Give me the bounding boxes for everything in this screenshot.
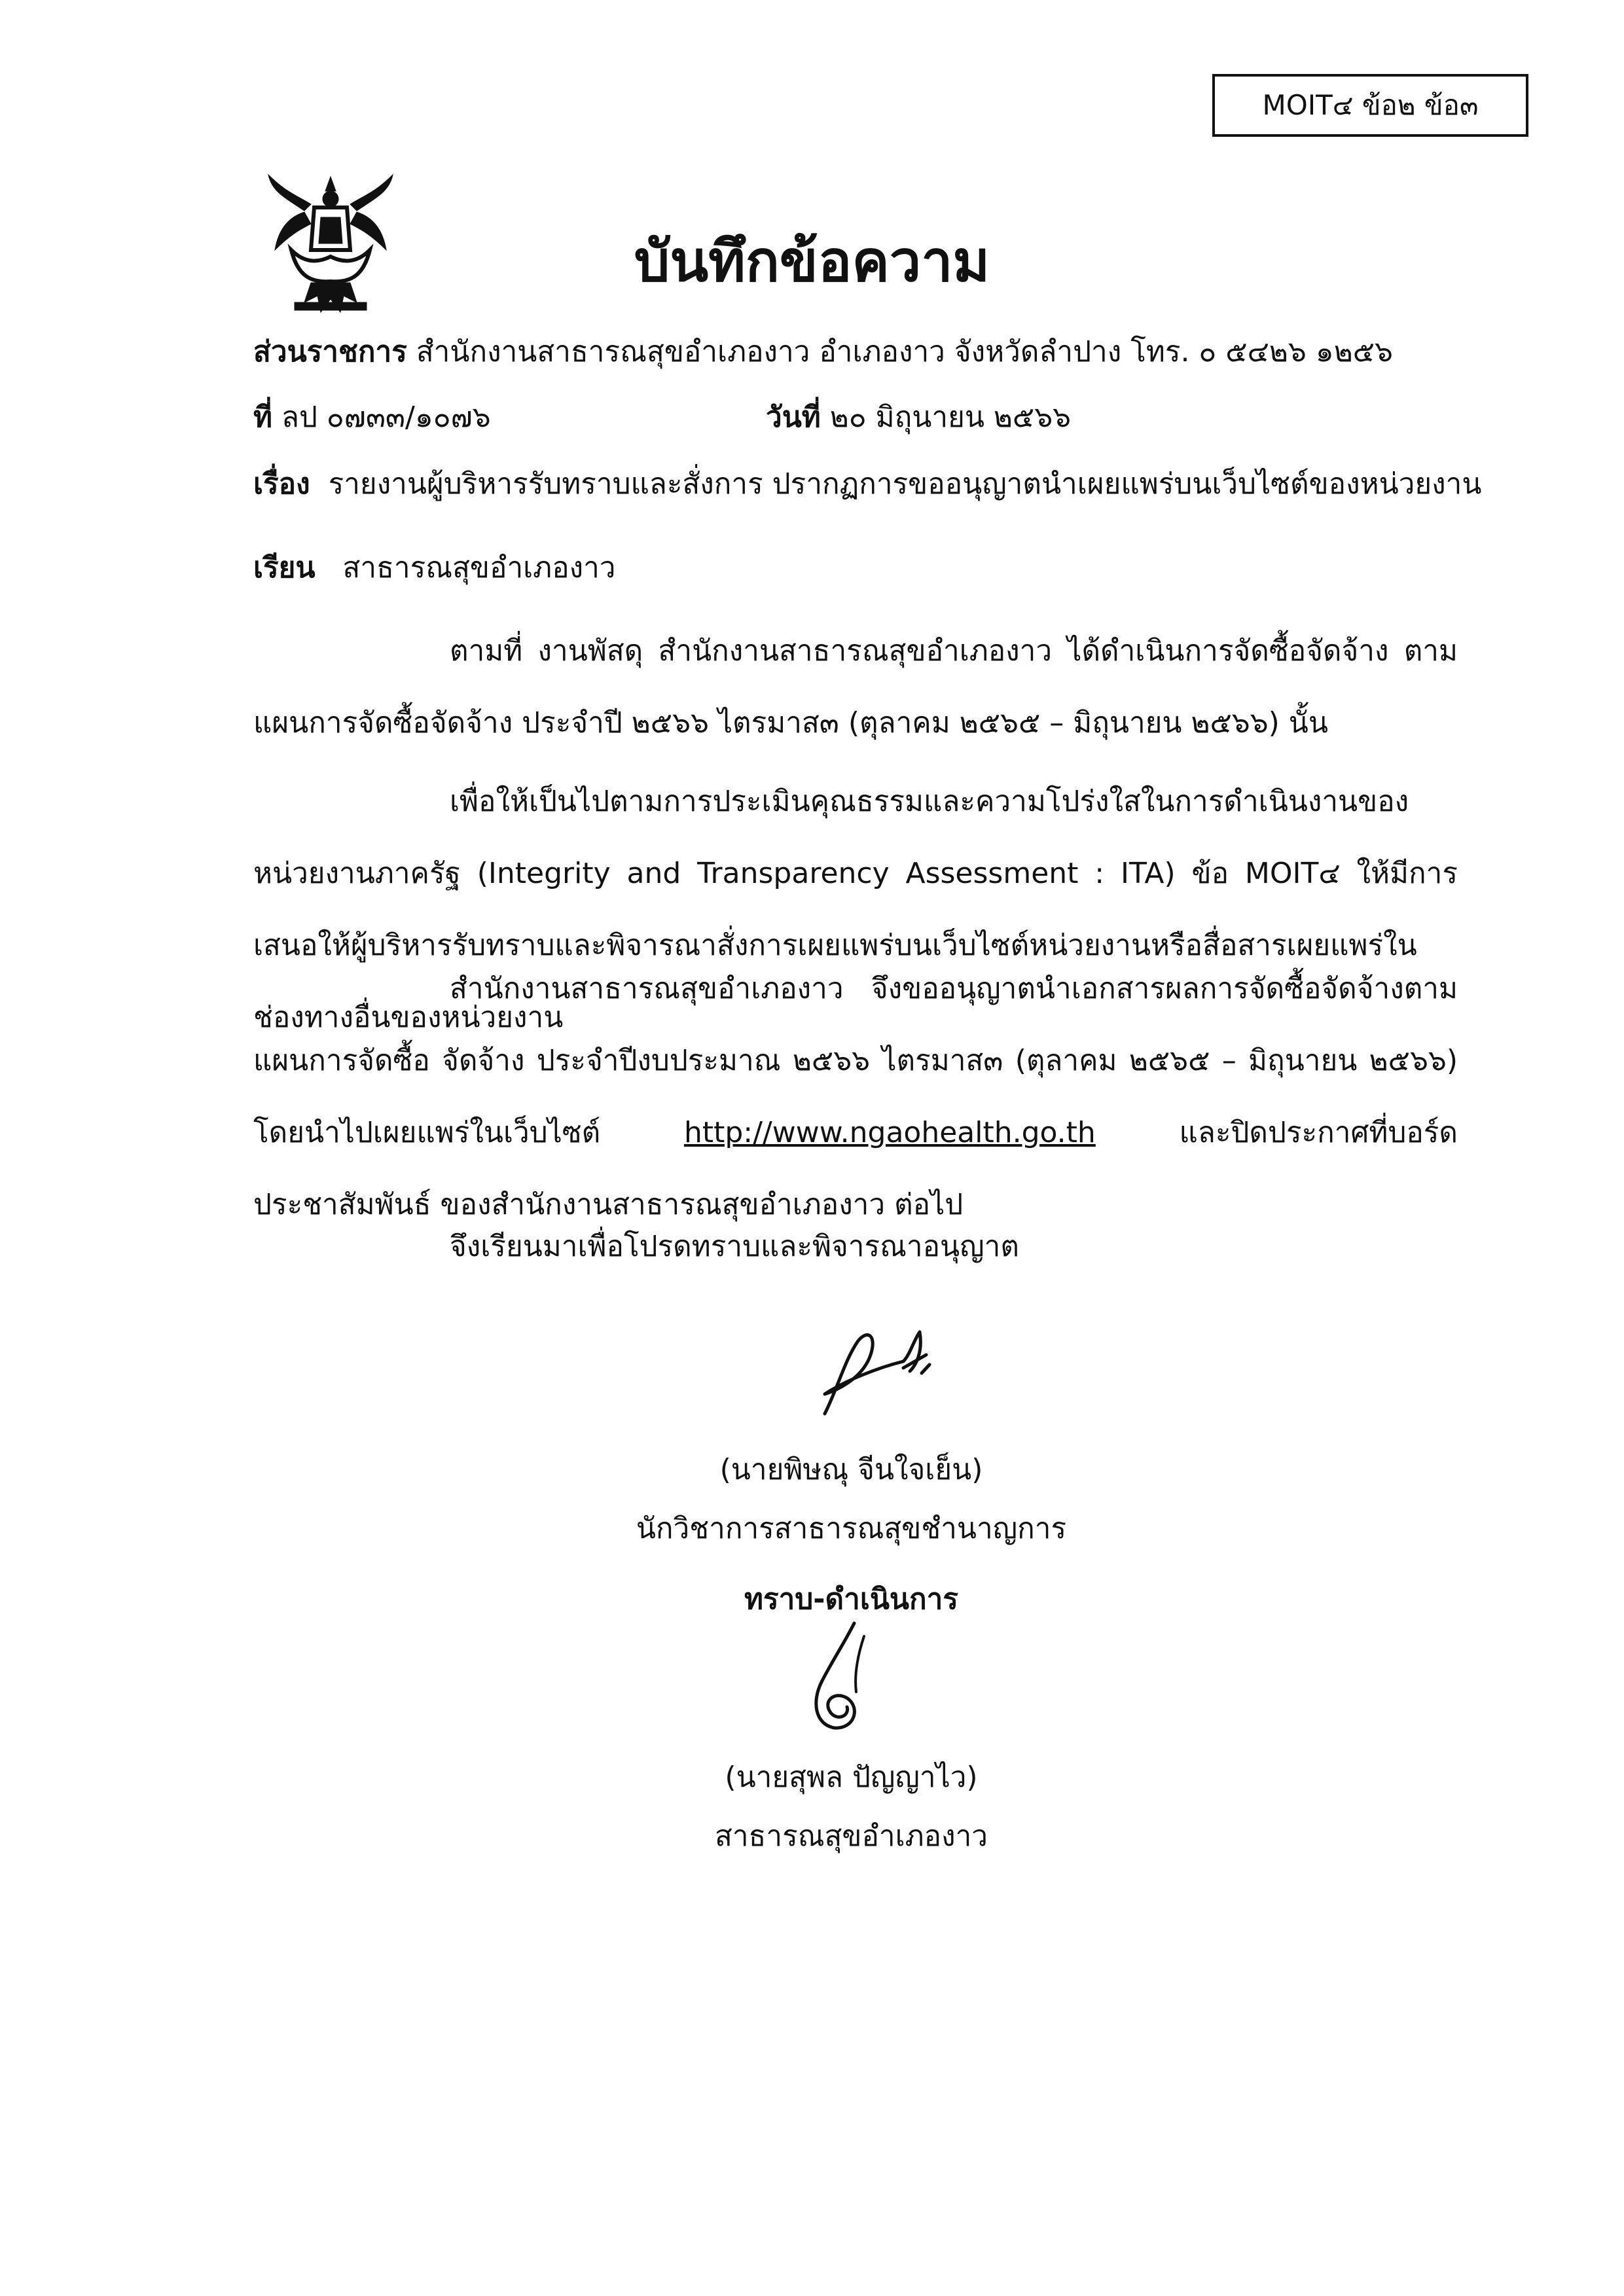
paragraph-3-text-end: และปิดประกาศที่บอร์ดประชาสัมพันธ์ ของสำนักงานสาธารณสุขอำเภองาว ต่อไป bbox=[253, 1116, 1458, 1221]
signer-2-name: (นายสุพล ปัญญาไว) bbox=[725, 1761, 978, 1794]
to-line bbox=[253, 548, 616, 588]
date-label: วันที่ bbox=[766, 401, 821, 434]
subject-line bbox=[253, 465, 1481, 504]
signer-1-position: นักวิชาการสาธารณสุขชำนาญการ bbox=[636, 1512, 1067, 1545]
signer-1-name: (นายพิษณุ จีนใจเย็น) bbox=[719, 1453, 983, 1486]
paragraph-3 bbox=[253, 953, 1458, 1241]
approval-label: ทราบ-ดำเนินการ bbox=[744, 1583, 958, 1616]
paragraph-4-text: จึงเรียนมาเพื่อโปรดทราบและพิจารณาอนุญาต bbox=[450, 1230, 1019, 1263]
number-line bbox=[253, 398, 491, 437]
date-line bbox=[766, 398, 1071, 437]
paragraph-2-text: เพื่อให้เป็นไปตามการประเมินคุณธรรมและความโปร่งใสในการดำเนินงานของหน่วยงานภาครัฐ (Integrity and Transparency Assessment : ITA) ข้อ MOIT๔ ให้มีการเสนอให้ผู้บริหารรับทราบและพิจารณาสั่งการเผยแพร่บนเว็บไซต์หน่วยงานหรือสื่อสารเผยแพร่ในช่องทางอื่นของหน่วยงาน bbox=[253, 785, 1458, 1034]
paragraph-4 bbox=[253, 1211, 1458, 1283]
agency-value: สำนักงานสาธารณสุขอำเภองาว อำเภองาว จังหวัดลำปาง โทร. ๐ ๕๔๒๖ ๑๒๕๖ bbox=[416, 335, 1393, 368]
subject-label: เรื่อง bbox=[253, 467, 310, 501]
agency-line bbox=[253, 332, 1393, 372]
to-value: สาธารณสุขอำเภองาว bbox=[342, 551, 616, 584]
to-label: เรียน bbox=[253, 551, 316, 584]
number-value: ลป ๐๗๓๓/๑๐๗๖ bbox=[281, 401, 491, 434]
memo-title: บันทึกข้อความ bbox=[634, 229, 990, 295]
reference-box: MOIT๔ ข้อ๒ ข้อ๓ bbox=[1212, 74, 1528, 137]
number-label: ที่ bbox=[253, 401, 273, 434]
date-value: ๒๐ มิถุนายน ๒๕๖๖ bbox=[829, 401, 1072, 434]
paragraph-1-text: ตามที่ งานพัสดุ สำนักงานสาธารณสุขอำเภองาว ได้ดำเนินการจัดซื้อจัดจ้าง ตามแผนการจัดซื้อจัดจ้าง ประจำปี ๒๕๖๖ ไตรมาส๓ (ตุลาคม ๒๕๖๕ – มิถุนายน ๒๕๖๖) นั้น bbox=[253, 634, 1458, 740]
agency-label: ส่วนราชการ bbox=[253, 335, 407, 368]
subject-value: รายงานผู้บริหารรับทราบและสั่งการ ปรากฏการขออนุญาตนำเผยแพร่บนเว็บไซต์ของหน่วยงาน bbox=[328, 467, 1482, 501]
signature-1-icon bbox=[805, 1316, 949, 1427]
paragraph-1 bbox=[253, 615, 1458, 759]
paragraph-3-text: สำนักงานสาธารณสุขอำเภองาว จึงขออนุญาตนำเอกสารผลการจัดซื้อจัดจ้างตามแผนการจัดซื้อ จัดจ้าง ประจำปีงบประมาณ ๒๕๖๖ ไตรมาส๓ (ตุลาคม ๒๕๖๕ – มิถุนายน ๒๕๖๖) โดยนำไปเผยแพร่ในเว็บไซต์ bbox=[253, 972, 1458, 1149]
signature-2-icon bbox=[792, 1617, 877, 1741]
website-link[interactable]: http://www.ngaohealth.go.th bbox=[683, 1116, 1096, 1149]
signer-2-position: สาธารณสุขอำเภองาว bbox=[714, 1820, 988, 1853]
